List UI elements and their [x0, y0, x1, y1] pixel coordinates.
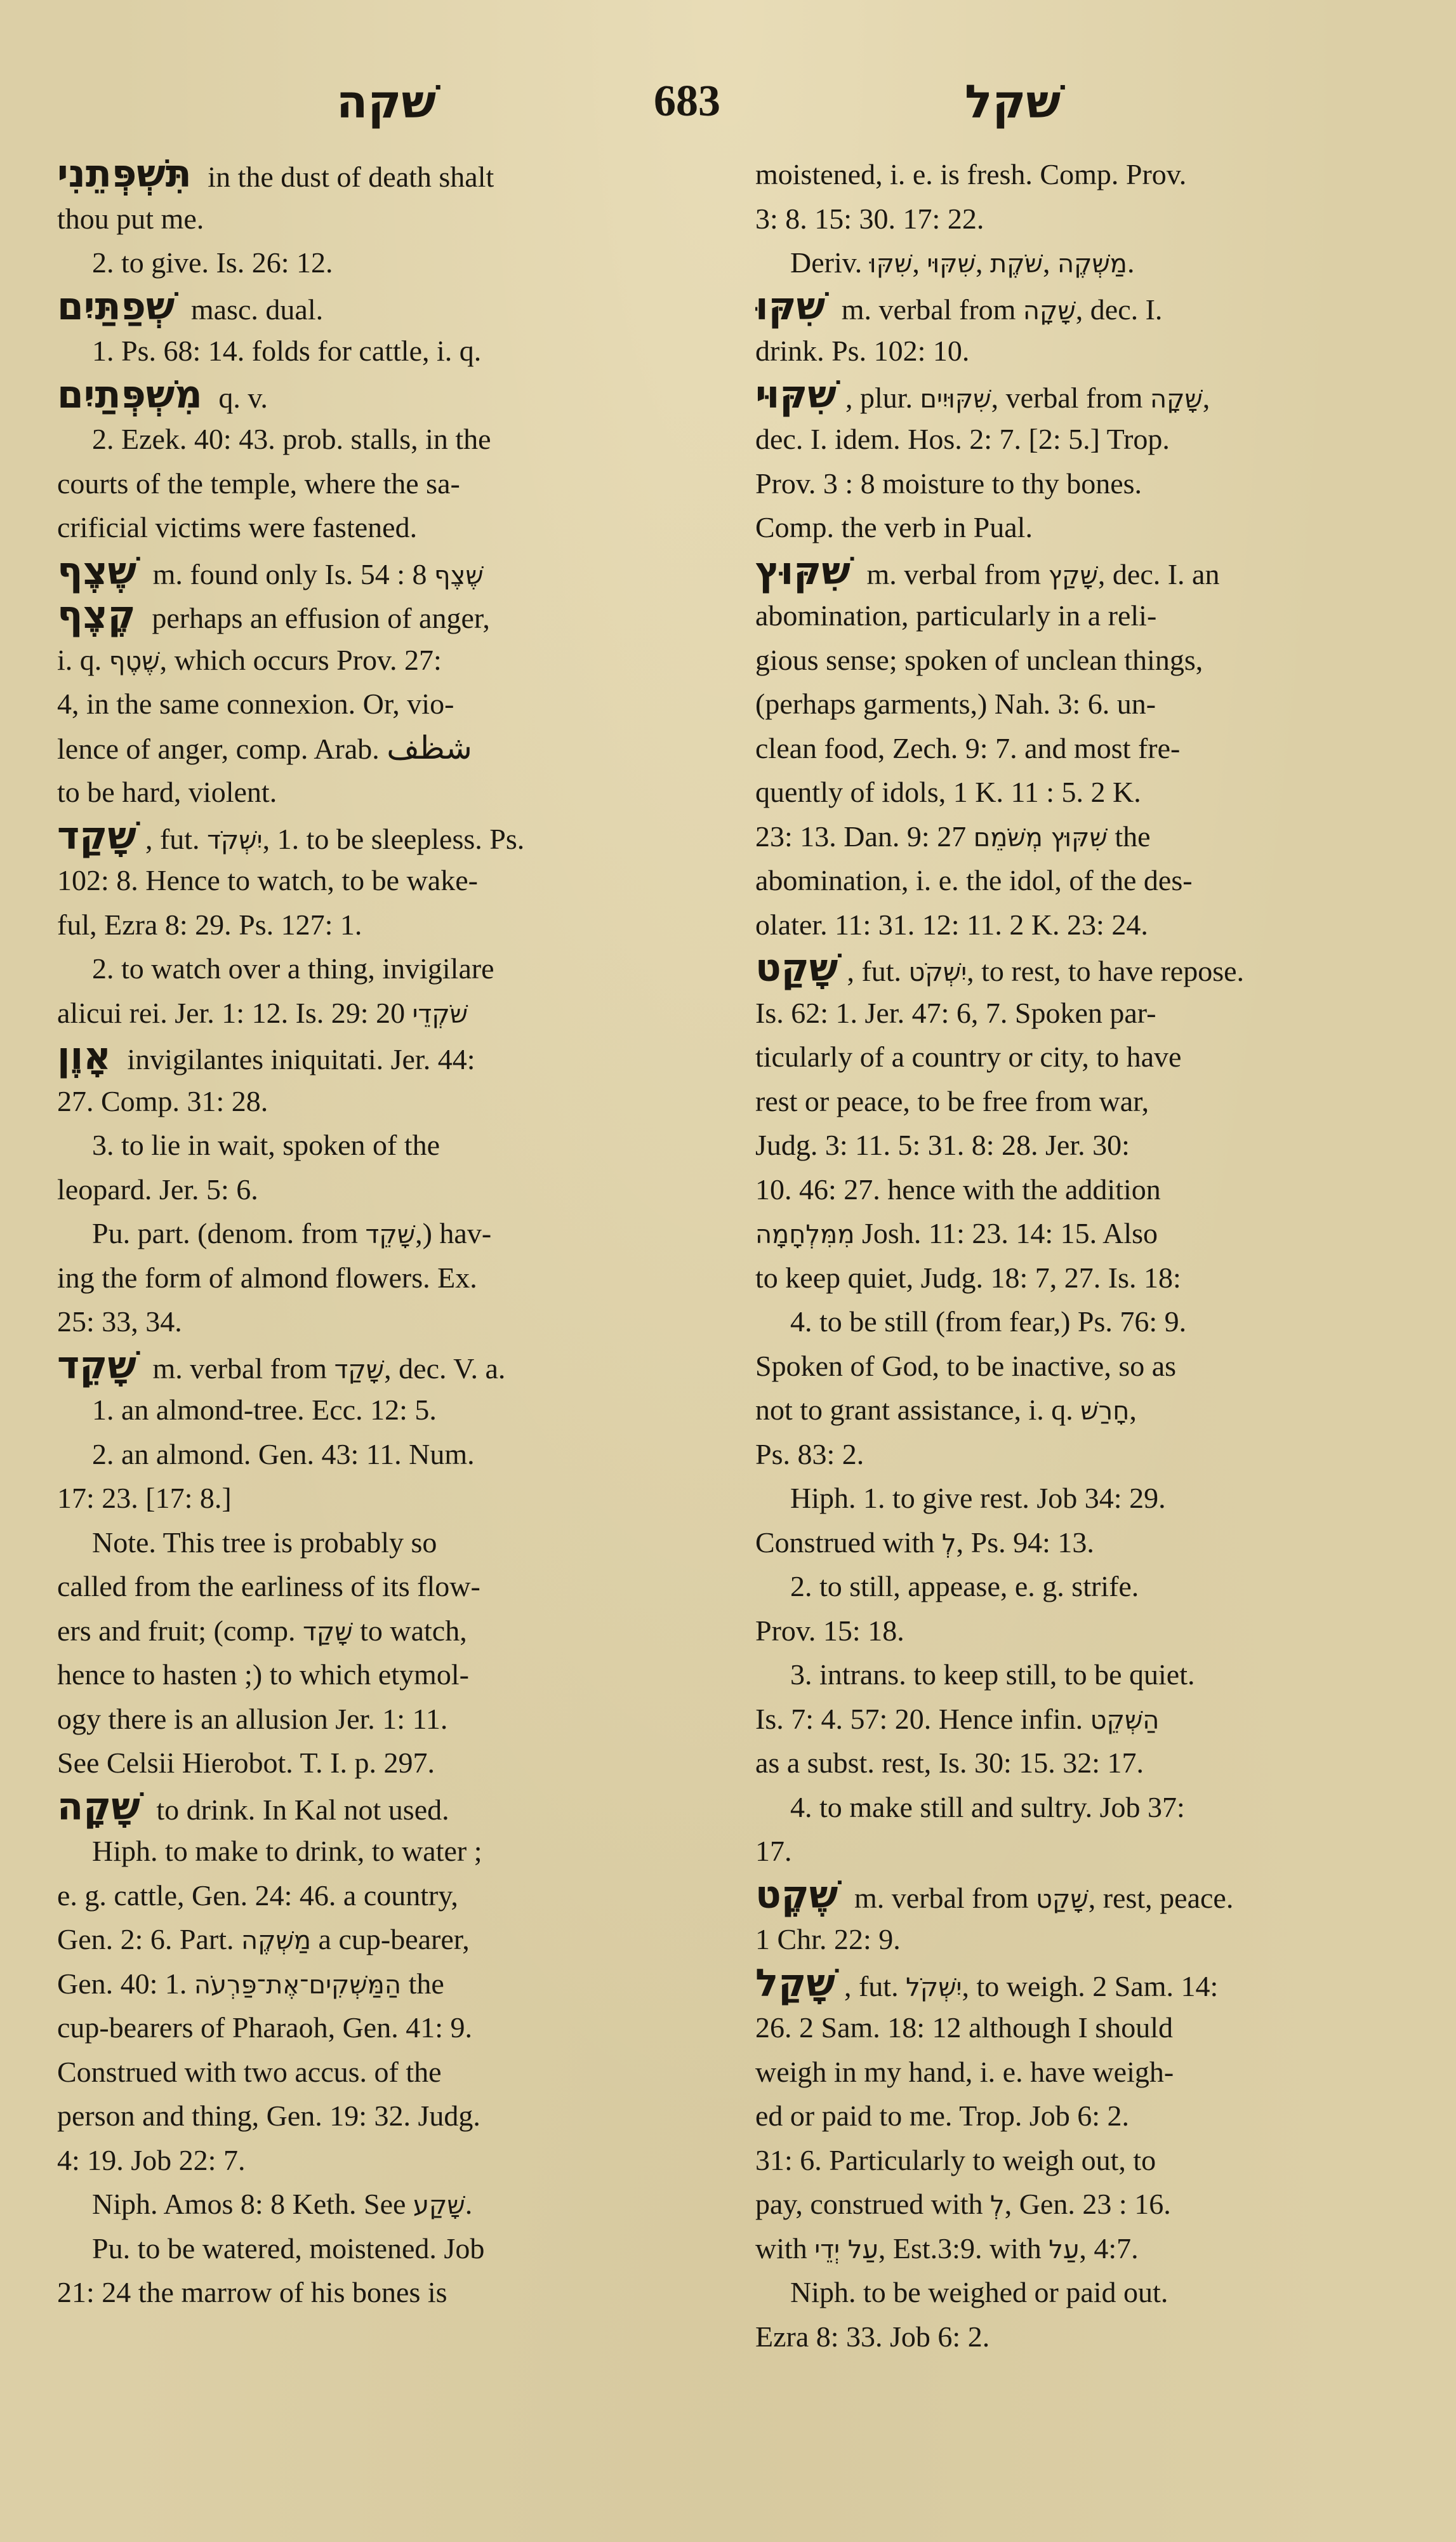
text-line	[755, 2182, 1412, 2226]
text-run: m. verbal from	[145, 1352, 334, 1385]
text-run: , fut.	[145, 822, 208, 855]
text-run: 17: 23. [17: 8.]	[57, 1482, 232, 1514]
text-run: abomination, i. e. the idol, of the des-	[755, 864, 1193, 896]
entry-headword-line	[57, 1785, 705, 1830]
text-run: See Celsii Hierobot. T. I. p. 297.	[57, 1747, 435, 1779]
text-line	[755, 1741, 1412, 1785]
text-line	[755, 594, 1412, 638]
text-line	[755, 505, 1412, 550]
text-run: 31: 6. Particularly to weigh out, to	[755, 2143, 1156, 2176]
text-run: 1 Chr. 22: 9.	[755, 1923, 901, 1955]
text-run: 1. an almond-tree. Ecc. 12: 5.	[92, 1394, 437, 1426]
entry-headword-line	[755, 1873, 1412, 1918]
text-run: .	[1127, 246, 1135, 279]
text-line	[57, 2182, 705, 2226]
text-run: ful, Ezra 8: 29. Ps. 127: 1.	[57, 908, 362, 941]
text-run: , dec. I. an	[1097, 557, 1220, 590]
text-line	[755, 1917, 1412, 1962]
text-line	[57, 1476, 705, 1521]
text-run: clean food, Zech. 9: 7. and most fre-	[755, 731, 1181, 764]
text-run: lence of anger, comp. Arab.	[57, 732, 387, 765]
hebrew-word: מִמִּלְחָמָה	[755, 1220, 855, 1249]
text-run: Is. 7: 4. 57: 20. Hence infin.	[755, 1702, 1090, 1735]
text-line	[755, 329, 1412, 373]
hebrew-word: שָׁקָה	[1149, 384, 1203, 414]
text-run: thou put me.	[57, 202, 204, 235]
text-line	[57, 1432, 705, 1477]
text-line	[57, 858, 705, 903]
text-line	[755, 2315, 1412, 2359]
text-run: Hiph. 1. to give rest. Job 34: 29.	[790, 1482, 1166, 1514]
text-run: a cup-bearer,	[311, 1923, 470, 1955]
text-line	[57, 1123, 705, 1168]
text-run: Prov. 15: 18.	[755, 1614, 904, 1647]
headword: שִׁקּוּי	[755, 373, 837, 417]
text-run: called from the earliness of its flow-	[57, 1570, 480, 1602]
text-run: 17.	[755, 1835, 792, 1867]
text-run: , Ps. 94: 13.	[956, 1526, 1094, 1559]
text-run: Josh. 11: 23. 14: 15. Also	[854, 1217, 1158, 1249]
text-run: 2. Ezek. 40: 43. prob. stalls, in the	[92, 423, 491, 455]
hebrew-word: שֶׁטֶף	[109, 646, 160, 676]
text-line	[755, 1564, 1412, 1609]
entry-headword-line	[57, 1035, 705, 1079]
headword: שָׁקַד	[57, 814, 136, 858]
text-run: , to weigh. 2 Sam. 14:	[962, 1969, 1219, 2002]
hebrew-word: שֶׁצֶף	[434, 561, 484, 590]
text-run: perhaps an effusion of anger,	[144, 602, 490, 634]
entry-headword-line	[57, 285, 705, 329]
text-line	[755, 903, 1412, 947]
text-run: ,	[975, 246, 990, 279]
text-run: Judg. 3: 11. 5: 31. 8: 28. Jer. 30:	[755, 1129, 1130, 1161]
text-run: to be hard, violent.	[57, 776, 277, 808]
hebrew-word: שִׁקּוּ	[869, 250, 913, 279]
text-line	[755, 241, 1412, 285]
text-run: ,	[1202, 381, 1210, 414]
text-run: masc. dual.	[183, 293, 324, 326]
text-line	[755, 682, 1412, 726]
hebrew-word: הַשְׁקֵט	[1090, 1705, 1160, 1735]
text-run: 2. to still, appease, e. g. strife.	[790, 1570, 1139, 1602]
text-run: , Est.3:9. with	[878, 2232, 1049, 2265]
text-line	[755, 1785, 1412, 1830]
text-run: gious sense; spoken of unclean things,	[755, 643, 1203, 676]
text-run: 3: 8. 15: 30. 17: 22.	[755, 202, 984, 235]
hebrew-word: יִשְׁקֹל	[906, 1973, 962, 2002]
text-run: crificial victims were fastened.	[57, 511, 418, 543]
text-run: alicui rei. Jer. 1: 12. Is. 29: 20	[57, 996, 413, 1029]
text-line	[57, 2270, 705, 2315]
text-run: , to rest, to have repose.	[967, 955, 1245, 987]
text-line	[57, 2006, 705, 2050]
page-number: 683	[654, 77, 720, 126]
text-line	[57, 903, 705, 947]
text-run: 3. to lie in wait, spoken of the	[92, 1129, 440, 1161]
text-line	[57, 1300, 705, 1344]
entry-headword-line	[755, 1962, 1412, 2006]
text-run: ticularly of a country or city, to have	[755, 1041, 1182, 1073]
headword: שֶׁקֶט	[755, 1873, 838, 1917]
hebrew-word: שָׁקַד	[334, 1355, 385, 1385]
text-run: weigh in my hand, i. e. have weigh-	[755, 2055, 1174, 2088]
text-line	[755, 1168, 1412, 1212]
text-run: ,) hav-	[415, 1217, 492, 1249]
text-run: 25: 33, 34.	[57, 1305, 182, 1338]
text-line	[755, 2226, 1412, 2271]
text-run: 2. to watch over a thing, invigilare	[92, 952, 494, 985]
hebrew-word: שָׁקַד	[303, 1617, 353, 1647]
entry-headword-line	[57, 550, 705, 594]
hebrew-word: שֹׁקֶת	[989, 250, 1043, 279]
hebrew-word: שָׁקֵד	[365, 1220, 416, 1249]
text-run: to drink. In Kal not used.	[149, 1793, 449, 1826]
text-line	[755, 1123, 1412, 1168]
hebrew-word: חָרַשׁ	[1080, 1397, 1130, 1426]
arabic-word: شظف	[387, 729, 472, 766]
text-run: q. v.	[211, 381, 268, 414]
text-line	[755, 1256, 1412, 1300]
text-line	[57, 241, 705, 285]
text-run: Spoken of God, to be inactive, so as	[755, 1349, 1177, 1382]
text-line	[57, 1168, 705, 1212]
text-line	[57, 2138, 705, 2183]
text-run: e. g. cattle, Gen. 24: 46. a country,	[57, 1879, 458, 1912]
text-line	[57, 1697, 705, 1741]
text-run: 102: 8. Hence to watch, to be wake-	[57, 864, 478, 896]
text-line	[57, 770, 705, 815]
headword: שָׁקָה	[57, 1785, 140, 1829]
text-run: ed or paid to me. Trop. Job 6: 2.	[755, 2099, 1130, 2132]
text-run: m. verbal from	[847, 1881, 1036, 1914]
text-line	[755, 770, 1412, 815]
text-run: .	[465, 2188, 473, 2220]
headword: שָׁקַל	[755, 1961, 835, 2006]
text-run: person and thing, Gen. 19: 32. Judg.	[57, 2099, 480, 2132]
text-run: olater. 11: 31. 12: 11. 2 K. 23: 24.	[755, 908, 1148, 941]
text-line	[57, 1609, 705, 1653]
text-run: leopard. Jer. 5: 6.	[57, 1173, 258, 1206]
text-line	[57, 417, 705, 462]
hebrew-word: מַשְׁקֶה	[1057, 250, 1127, 279]
text-line	[57, 197, 705, 241]
hebrew-word: עַל יְדֵי	[814, 2235, 878, 2265]
text-run: as a subst. rest, Is. 30: 15. 32: 17.	[755, 1747, 1144, 1779]
headword: שָׁקֵד	[57, 1343, 136, 1388]
text-line	[57, 1653, 705, 1697]
text-line	[57, 991, 705, 1035]
text-line	[755, 2138, 1412, 2183]
text-line	[57, 1829, 705, 1873]
entry-headword-line	[755, 373, 1412, 418]
text-line	[755, 1609, 1412, 1653]
hebrew-word: שִׁקּוּי	[927, 250, 976, 279]
text-line	[755, 1829, 1412, 1873]
hebrew-word: שִׁקּוּיִים	[920, 384, 991, 414]
text-run: Deriv.	[790, 246, 870, 279]
text-run: m. verbal from	[859, 557, 1049, 590]
text-line	[755, 858, 1412, 903]
text-run: Is. 62: 1. Jer. 47: 6, 7. Spoken par-	[755, 996, 1156, 1029]
text-line	[755, 462, 1412, 506]
text-line	[57, 2050, 705, 2094]
headword: שָׁקַט	[755, 947, 838, 990]
text-run: 21: 24 the marrow of his bones is	[57, 2276, 447, 2308]
text-run: 4. to make still and sultry. Job 37:	[790, 1790, 1185, 1823]
text-line	[57, 2226, 705, 2271]
text-run: Ezra 8: 33. Job 6: 2.	[755, 2320, 990, 2353]
text-run: pay, construed with	[755, 2188, 991, 2220]
text-run: 4. to be still (from fear,) Ps. 76: 9.	[790, 1305, 1187, 1338]
text-run: Pu. part. (denom. from	[92, 1217, 366, 1249]
text-run: Ps. 83: 2.	[755, 1437, 864, 1470]
headword: קֶצֶף	[57, 594, 136, 637]
text-run: the	[401, 1967, 444, 2000]
text-run: 26. 2 Sam. 18: 12 although I should	[755, 2011, 1174, 2044]
headword: שִׁקּוּ	[755, 284, 826, 329]
text-run: the	[1107, 820, 1151, 853]
headword: תִּשְׁפְּתֵנִי	[57, 152, 192, 196]
text-run: Construed with two accus. of the	[57, 2055, 442, 2088]
hebrew-word: מַשְׁקֶה	[241, 1926, 312, 1955]
entry-headword-line	[57, 815, 705, 859]
text-line	[57, 947, 705, 991]
text-run: quently of idols, 1 K. 11 : 5. 2 K.	[755, 776, 1141, 808]
text-run: 3. intrans. to keep still, to be quiet.	[790, 1658, 1195, 1691]
text-line	[755, 2006, 1412, 2050]
entry-headword-line	[755, 550, 1412, 594]
hebrew-word: שָׁקַץ	[1048, 561, 1098, 590]
text-line	[57, 2094, 705, 2138]
text-line	[755, 152, 1412, 197]
right-column	[755, 152, 1412, 2359]
text-run: in the dust of death shalt	[200, 161, 494, 193]
entry-headword-line	[57, 1344, 705, 1388]
text-run: hence to hasten ;) to which etymol-	[57, 1658, 469, 1691]
left-column	[57, 152, 705, 2315]
text-run: Pu. to be watered, moistened. Job	[92, 2232, 485, 2265]
text-run: , 1. to be sleepless. Ps.	[262, 822, 525, 855]
entry-headword-line	[57, 373, 705, 418]
text-run: with	[755, 2232, 815, 2265]
text-line	[57, 682, 705, 726]
text-run: , Gen. 23 : 16.	[1004, 2188, 1171, 2220]
text-run: , fut.	[847, 955, 909, 987]
text-line	[57, 1741, 705, 1785]
text-run: ,	[1042, 246, 1057, 279]
text-run: 1. Ps. 68: 14. folds for cattle, i. q.	[92, 335, 482, 367]
hebrew-word: הַמַּשְׁקִים־אֶת־פַּרְעֹה	[194, 1970, 402, 2000]
text-run: , rest, peace.	[1088, 1881, 1234, 1914]
text-line	[57, 505, 705, 550]
text-run: , dec. I.	[1075, 293, 1163, 326]
text-run: moistened, i. e. is fresh. Comp. Prov.	[755, 158, 1187, 190]
text-line	[57, 1564, 705, 1609]
text-line	[755, 1211, 1412, 1256]
text-run: not to grant assistance, i. q.	[755, 1394, 1081, 1426]
text-line	[755, 726, 1412, 771]
text-line	[57, 1521, 705, 1565]
text-run: dec. I. idem. Hos. 2: 7. [2: 5.] Trop.	[755, 423, 1170, 455]
hebrew-word: שִׁקּוּץ מְשֹׁמֵם	[973, 823, 1108, 853]
text-run: 10. 46: 27. hence with the addition	[755, 1173, 1161, 1206]
text-run: to watch,	[352, 1614, 467, 1647]
text-line	[755, 2094, 1412, 2138]
text-line	[57, 1962, 705, 2006]
text-run: , which occurs Prov. 27:	[159, 643, 442, 676]
text-run: Construed with	[755, 1526, 942, 1559]
text-run: abomination, particularly in a reli-	[755, 599, 1157, 632]
text-run: 27. Comp. 31: 28.	[57, 1084, 268, 1117]
headword: מִשְׁפְּתַיִם	[57, 373, 202, 417]
text-run: , plur.	[845, 381, 920, 414]
text-run: i. q.	[57, 643, 109, 676]
entry-headword-line	[57, 594, 705, 638]
text-run: ogy there is an allusion Jer. 1: 11.	[57, 1702, 448, 1735]
entry-headword-line	[755, 947, 1412, 991]
text-run: , verbal from	[991, 381, 1150, 414]
text-line	[755, 1079, 1412, 1124]
text-line	[57, 1917, 705, 1962]
text-run: ,	[1129, 1394, 1137, 1426]
text-line	[755, 1476, 1412, 1521]
text-run: m. found only Is. 54 : 8	[145, 557, 435, 590]
text-line	[755, 1035, 1412, 1079]
hebrew-word: יִשְׁקֹד	[207, 825, 263, 855]
text-run: m. verbal from	[834, 293, 1023, 326]
text-run: 23: 13. Dan. 9: 27	[755, 820, 974, 853]
text-run: , fut.	[844, 1969, 906, 2002]
text-run: to keep quiet, Judg. 18: 7, 27. Is. 18:	[755, 1261, 1181, 1294]
text-line	[755, 1388, 1412, 1432]
hebrew-word: לְ	[941, 1529, 956, 1559]
hebrew-word: שָׁקַט	[1036, 1884, 1089, 1914]
entry-headword-line	[755, 285, 1412, 329]
text-run: Gen. 40: 1.	[57, 1967, 194, 2000]
text-run: Hiph. to make to drink, to water ;	[92, 1835, 482, 1867]
hebrew-word: עַל	[1049, 2235, 1080, 2265]
hebrew-word: שֹׁקְדֵי	[412, 999, 468, 1029]
text-run: Comp. the verb in Pual.	[755, 511, 1033, 543]
hebrew-word: שָׁקַע	[413, 2191, 465, 2220]
text-run: 2. an almond. Gen. 43: 11. Num.	[92, 1437, 475, 1470]
text-line	[57, 1388, 705, 1432]
text-run: ,	[912, 246, 927, 279]
text-line	[755, 2270, 1412, 2315]
text-run: ing the form of almond flowers. Ex.	[57, 1261, 477, 1294]
text-run: Gen. 2: 6. Part.	[57, 1923, 242, 1955]
text-line	[755, 991, 1412, 1035]
running-head-right-word: שׁקל	[965, 75, 1061, 128]
text-line	[755, 1697, 1412, 1741]
text-run: courts of the temple, where the sa-	[57, 467, 460, 500]
text-run: 2. to give. Is. 26: 12.	[92, 246, 333, 279]
text-line	[57, 462, 705, 506]
running-head	[0, 63, 1456, 140]
text-line	[755, 417, 1412, 462]
text-line	[57, 726, 705, 771]
text-line	[57, 329, 705, 373]
hebrew-word: שָׁקָה	[1023, 296, 1076, 326]
text-run: Prov. 3 : 8 moisture to thy bones.	[755, 467, 1142, 500]
running-head-left-word: שׁקה	[336, 75, 437, 128]
text-run: ers and fruit; (comp.	[57, 1614, 303, 1647]
text-run: Niph. Amos 8: 8 Keth. See	[92, 2188, 413, 2220]
text-run: (perhaps garments,) Nah. 3: 6. un-	[755, 688, 1156, 720]
text-line	[755, 197, 1412, 241]
text-run: , 4:7.	[1079, 2232, 1139, 2265]
headword: שֶׁצֶף	[57, 549, 137, 594]
text-line	[755, 1344, 1412, 1388]
text-line	[755, 815, 1412, 859]
text-line	[57, 1873, 705, 1918]
text-run: 4, in the same connexion. Or, vio-	[57, 688, 454, 720]
text-line	[755, 1300, 1412, 1344]
text-run: drink. Ps. 102: 10.	[755, 335, 970, 367]
text-run: Note. This tree is probably so	[92, 1526, 437, 1559]
text-line	[57, 1079, 705, 1124]
text-line	[57, 1211, 705, 1256]
text-line	[755, 2050, 1412, 2094]
text-run: , dec. V. a.	[384, 1352, 506, 1385]
text-line	[755, 1432, 1412, 1477]
text-run: cup-bearers of Pharaoh, Gen. 41: 9.	[57, 2011, 472, 2044]
text-run: invigilantes iniquitati. Jer. 44:	[119, 1043, 475, 1075]
text-run: 4: 19. Job 22: 7.	[57, 2143, 246, 2176]
hebrew-word: יִשְׁקֹט	[908, 958, 967, 987]
text-run: Niph. to be weighed or paid out.	[790, 2276, 1168, 2308]
text-line	[755, 1653, 1412, 1697]
text-line	[755, 1521, 1412, 1565]
text-run: rest or peace, to be free from war,	[755, 1084, 1149, 1117]
entry-headword-line	[57, 152, 705, 197]
text-line	[57, 638, 705, 682]
text-line	[755, 638, 1412, 682]
hebrew-word: לְ	[990, 2191, 1005, 2220]
headword: שִׁקּוּץ	[755, 549, 850, 594]
text-line	[57, 1256, 705, 1300]
headword: שְׁפַתַּיִם	[57, 284, 175, 329]
headword: אָוֶן	[57, 1035, 111, 1079]
